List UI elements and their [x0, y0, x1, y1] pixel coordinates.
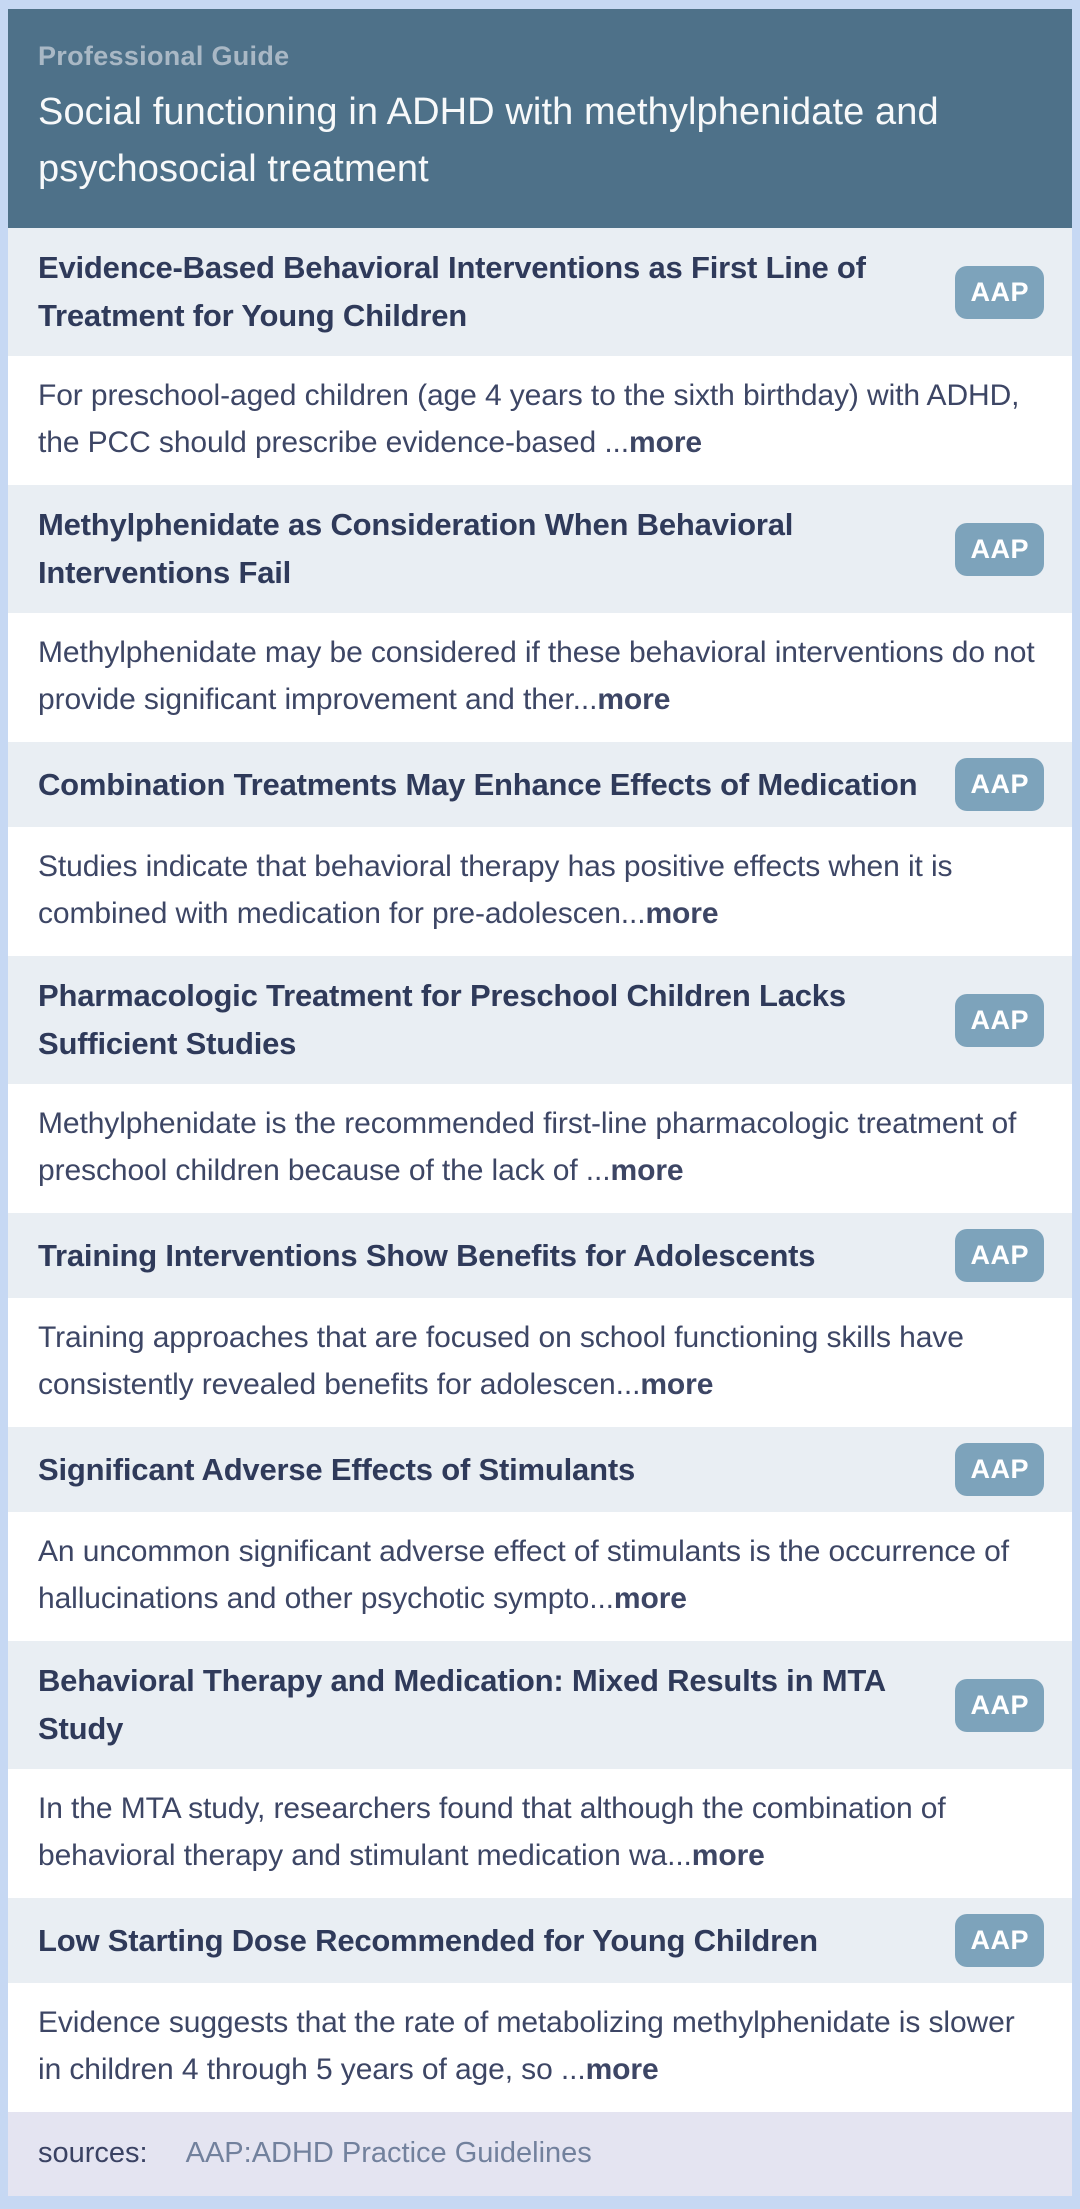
source-badge[interactable]: AAP — [955, 1914, 1044, 1967]
section-title: Methylphenidate as Consideration When Behavioral Interventions Fail — [38, 507, 794, 591]
more-link[interactable]: more — [613, 1581, 687, 1615]
section-body-paragraph — [38, 1101, 1042, 1194]
guideline-card — [8, 1641, 1072, 1898]
section-body-text: In the MTA study, researchers found that although the combination of behavioral therapy and stimulant medication wa... — [38, 1792, 946, 1872]
section-body — [8, 1983, 1072, 2112]
section-body-text: An uncommon significant adverse effect of stimulants is the occurrence of hallucinations and other psychotic sympto... — [38, 1535, 1009, 1615]
guideline-card — [8, 1427, 1072, 1641]
sources-bar — [8, 2112, 1072, 2196]
section-body — [8, 827, 1072, 956]
guideline-section-list — [8, 228, 1072, 2112]
section-header — [8, 1213, 1072, 1298]
more-link[interactable]: more — [597, 682, 671, 716]
source-badge[interactable]: AAP — [955, 523, 1044, 576]
guide-kicker: Professional Guide — [38, 41, 290, 71]
section-body-paragraph — [38, 1529, 1042, 1622]
guideline-card — [8, 228, 1072, 485]
section-body-text: For preschool-aged children (age 4 years to the sixth birthday) with ADHD, the PCC should prescribe evidence-based ... — [38, 379, 1020, 459]
section-body-text: Methylphenidate is the recommended first-line pharmacologic treatment of preschool children because of the lack of ... — [38, 1107, 1017, 1187]
section-header — [8, 956, 1072, 1084]
more-link[interactable]: more — [645, 896, 719, 930]
section-body — [8, 1084, 1072, 1213]
guide-card — [8, 9, 1072, 2196]
section-header — [8, 1898, 1072, 1983]
more-link[interactable]: more — [640, 1367, 714, 1401]
page-title: Social functioning in ADHD with methylphenidate and psychosocial treatment — [38, 91, 939, 191]
section-header — [8, 228, 1072, 356]
section-body-text: Studies indicate that behavioral therapy has positive effects when it is combined with medication for pre-adolescen... — [38, 850, 953, 930]
source-badge[interactable]: AAP — [955, 758, 1044, 811]
section-title: Combination Treatments May Enhance Effects of Medication — [38, 766, 918, 802]
section-body-paragraph — [38, 2000, 1042, 2093]
section-body — [8, 356, 1072, 485]
section-body — [8, 1769, 1072, 1898]
source-badge[interactable]: AAP — [955, 1679, 1044, 1732]
section-header — [8, 485, 1072, 613]
section-title: Significant Adverse Effects of Stimulants — [38, 1451, 635, 1487]
guideline-card — [8, 1213, 1072, 1427]
section-body-paragraph — [38, 844, 1042, 937]
more-link[interactable]: more — [585, 2052, 659, 2086]
guideline-card — [8, 485, 1072, 742]
source-badge[interactable]: AAP — [955, 1443, 1044, 1496]
guideline-card — [8, 1898, 1072, 2112]
section-title: Low Starting Dose Recommended for Young Children — [38, 1922, 818, 1958]
guide-header — [8, 9, 1072, 228]
more-link[interactable]: more — [691, 1838, 765, 1872]
sources-label: sources: — [38, 2137, 148, 2170]
guideline-card — [8, 742, 1072, 956]
section-body-paragraph — [38, 1786, 1042, 1879]
more-link[interactable]: more — [610, 1153, 684, 1187]
source-badge[interactable]: AAP — [955, 994, 1044, 1047]
section-title: Pharmacologic Treatment for Preschool Children Lacks Sufficient Studies — [38, 978, 846, 1062]
section-body-paragraph — [38, 630, 1042, 723]
section-title: Training Interventions Show Benefits for Adolescents — [38, 1237, 816, 1273]
section-header — [8, 1427, 1072, 1512]
section-body-text: Training approaches that are focused on school functioning skills have consistently revealed benefits for adolescen... — [38, 1321, 964, 1401]
section-body-paragraph — [38, 373, 1042, 466]
section-body-text: Methylphenidate may be considered if these behavioral interventions do not provide significant improvement and ther... — [38, 636, 1035, 716]
source-badge[interactable]: AAP — [955, 1229, 1044, 1282]
more-link[interactable]: more — [629, 425, 702, 459]
section-body-paragraph — [38, 1315, 1042, 1408]
source-link[interactable]: AAP:ADHD Practice Guidelines — [185, 2137, 592, 2170]
section-body — [8, 1512, 1072, 1641]
guideline-card — [8, 956, 1072, 1213]
source-badge[interactable]: AAP — [955, 266, 1044, 319]
section-header — [8, 742, 1072, 827]
section-title: Evidence-Based Behavioral Interventions as First Line of Treatment for Young Children — [38, 250, 866, 334]
section-body — [8, 1298, 1072, 1427]
section-title: Behavioral Therapy and Medication: Mixed Results in MTA Study — [38, 1663, 885, 1747]
section-header — [8, 1641, 1072, 1769]
section-body-text: Evidence suggests that the rate of metabolizing methylphenidate is slower in children 4 through 5 years of age, so ... — [38, 2006, 1015, 2086]
section-body — [8, 613, 1072, 742]
